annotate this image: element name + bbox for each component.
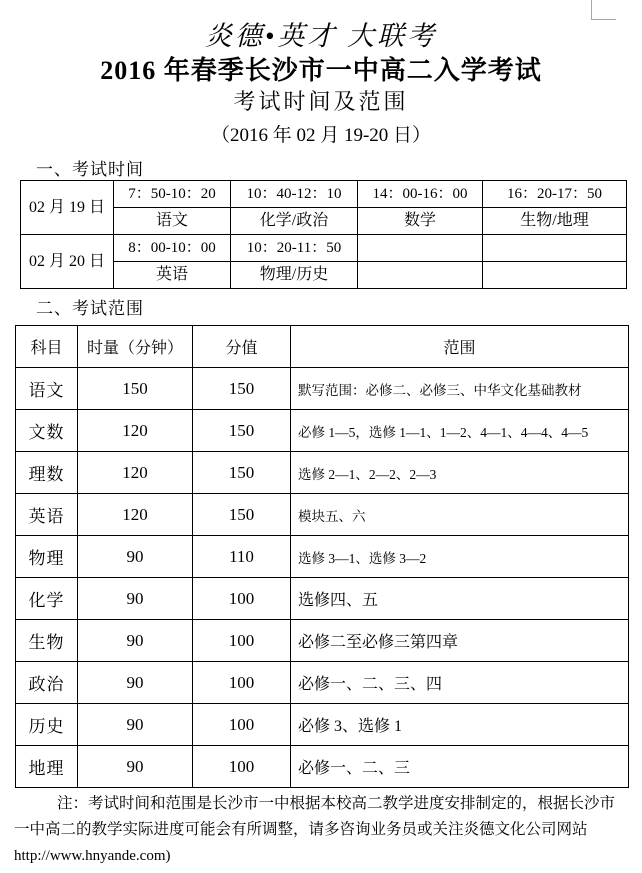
score-cell: 110 [193, 536, 291, 578]
col-header-duration: 时量（分钟） [78, 326, 193, 368]
duration-cell: 150 [78, 368, 193, 410]
website-url: http://www.hnyande.com) [14, 848, 171, 864]
score-cell: 150 [193, 410, 291, 452]
duration-cell: 120 [78, 494, 193, 536]
time-cell: 8：00-10：00 [114, 235, 231, 262]
exam-title: 2016 年春季长沙市一中高二入学考试 [100, 56, 542, 85]
subject-cell: 历史 [16, 704, 78, 746]
subject-cell: 物理 [16, 536, 78, 578]
subject-cell: 地理 [16, 746, 78, 788]
brand-title: 炎德•英才 大联考 [204, 21, 438, 51]
table-row [16, 704, 629, 746]
table-row [21, 235, 627, 262]
exam-scope-table [15, 325, 629, 788]
time-cell: 16：20-17：50 [483, 181, 627, 208]
subject-cell: 生物 [16, 620, 78, 662]
date-cell: 02 月 20 日 [21, 235, 114, 289]
col-header-score: 分值 [193, 326, 291, 368]
score-cell: 100 [193, 578, 291, 620]
scope-cell: 必修 1—5，选修 1—1、1—2、4—1、4—4、4—5 [291, 410, 629, 452]
scope-cell: 选修 2—1、2—2、2—3 [291, 452, 629, 494]
subject-cell: 英语 [16, 494, 78, 536]
subject-cell: 语文 [114, 208, 231, 235]
score-cell: 100 [193, 704, 291, 746]
footnote [14, 791, 628, 869]
document-subtitle: 考试时间及范围 [233, 89, 409, 114]
score-cell: 150 [193, 452, 291, 494]
table-row [16, 578, 629, 620]
table-row [16, 410, 629, 452]
duration-cell: 90 [78, 746, 193, 788]
score-cell: 100 [193, 746, 291, 788]
time-cell [358, 235, 483, 262]
section-heading-exam-scope: 二、考试范围 [36, 299, 144, 318]
scope-cell: 必修一、二、三、四 [291, 662, 629, 704]
subject-cell [483, 262, 627, 289]
scope-cell: 必修二至必修三第四章 [291, 620, 629, 662]
scope-cell: 必修 3、选修 1 [291, 704, 629, 746]
table-row [21, 181, 627, 208]
duration-cell: 90 [78, 620, 193, 662]
table-row [16, 452, 629, 494]
subject-cell: 化学 [16, 578, 78, 620]
scope-cell: 模块五、六 [291, 494, 629, 536]
score-cell: 150 [193, 368, 291, 410]
table-row [16, 746, 629, 788]
time-cell: 10：20-11：50 [231, 235, 358, 262]
scope-cell: 必修一、二、三 [291, 746, 629, 788]
time-cell: 7：50-10：20 [114, 181, 231, 208]
table-row [16, 368, 629, 410]
exam-time-table [20, 180, 627, 289]
subject-cell: 语文 [16, 368, 78, 410]
subject-cell: 生物/地理 [483, 208, 627, 235]
section-heading-exam-time: 一、考试时间 [36, 160, 144, 179]
date-cell: 02 月 19 日 [21, 181, 114, 235]
subject-cell: 化学/政治 [231, 208, 358, 235]
table-header-row [16, 326, 629, 368]
subject-cell [358, 262, 483, 289]
subject-cell: 理数 [16, 452, 78, 494]
scope-cell: 选修四、五 [291, 578, 629, 620]
time-cell: 14：00-16：00 [358, 181, 483, 208]
subject-cell: 政治 [16, 662, 78, 704]
score-cell: 100 [193, 662, 291, 704]
duration-cell: 90 [78, 578, 193, 620]
table-row [16, 536, 629, 578]
table-row [16, 494, 629, 536]
time-cell: 10：40-12：10 [231, 181, 358, 208]
footnote-line: 一中高二的教学实际进度可能会有所调整，请多咨询业务员或关注炎德文化公司网站 [14, 821, 588, 838]
subject-cell: 数学 [358, 208, 483, 235]
duration-cell: 120 [78, 452, 193, 494]
subject-cell: 物理/历史 [231, 262, 358, 289]
table-row [16, 620, 629, 662]
scope-cell: 默写范围：必修二、必修三、中华文化基础教材 [291, 368, 629, 410]
duration-cell: 90 [78, 662, 193, 704]
table-row [16, 662, 629, 704]
score-cell: 100 [193, 620, 291, 662]
subject-cell: 文数 [16, 410, 78, 452]
time-cell [483, 235, 627, 262]
duration-cell: 90 [78, 536, 193, 578]
score-cell: 150 [193, 494, 291, 536]
footnote-line: 注：考试时间和范围是长沙市一中根据本校高二教学进度安排制定的，根据长沙市 [57, 795, 616, 812]
col-header-scope: 范围 [291, 326, 629, 368]
col-header-subject: 科目 [16, 326, 78, 368]
duration-cell: 120 [78, 410, 193, 452]
duration-cell: 90 [78, 704, 193, 746]
subject-cell: 英语 [114, 262, 231, 289]
scope-cell: 选修 3—1、选修 3—2 [291, 536, 629, 578]
exam-date-range: （2016 年 02 月 19-20 日） [210, 125, 432, 146]
